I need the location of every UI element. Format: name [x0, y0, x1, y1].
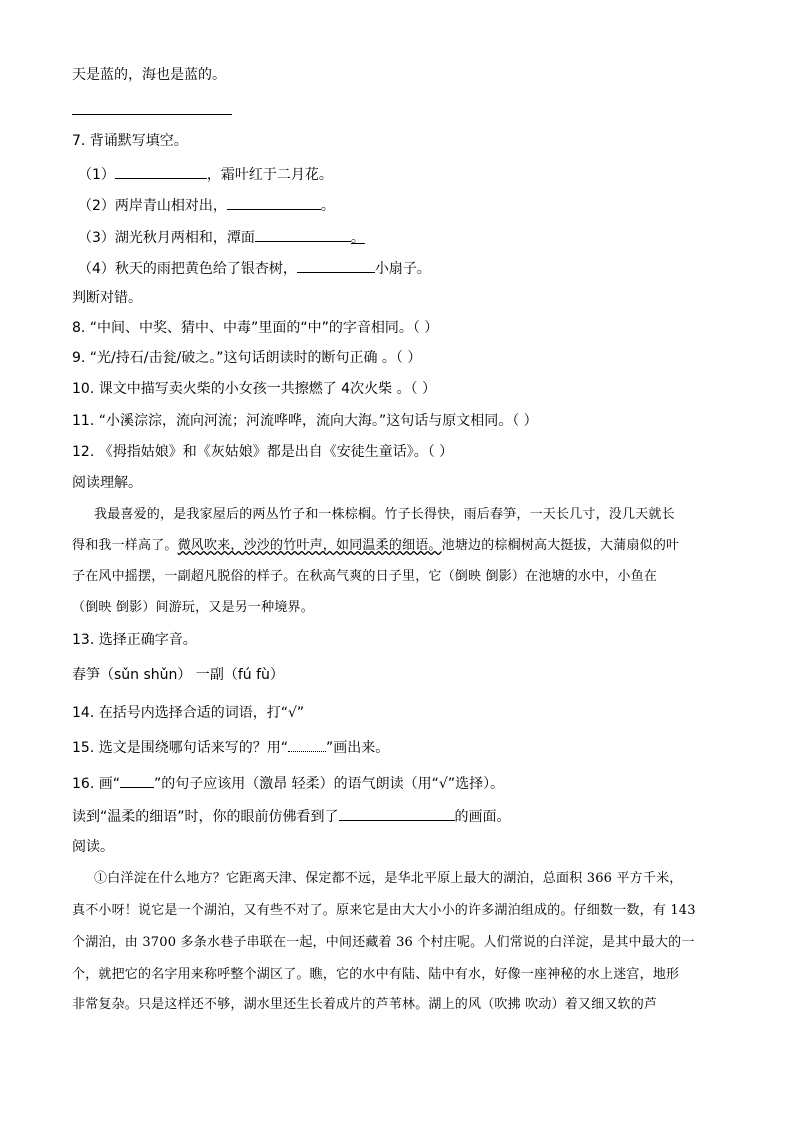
question-16-line [72, 806, 511, 826]
question-text: 16. 画“ [72, 776, 120, 792]
item-text: ，霜叶红于二月花。 [206, 167, 333, 183]
section-heading: 判断对错。 [72, 290, 142, 306]
passage-line: 我最喜爱的，是我家屋后的两丛竹子和一株棕榈。竹子长得快，雨后春笋，一天长几寸，没几天就长 [94, 507, 675, 522]
passage-line: 子在风中摇摆，一副超凡脱俗的样子。在秋高气爽的日子里，它（倒映 倒影）在池塘的水中，小鱼在 [72, 569, 658, 584]
question-7-2 [78, 195, 335, 215]
answer-line[interactable] [72, 114, 232, 115]
question-7: 7. 背诵默写填空。 [72, 133, 188, 149]
item-label: （1） [78, 167, 115, 183]
question-text: ”的句子应该用（激昂 轻柔）的语气朗读（用“√”选择）。 [153, 776, 505, 792]
wavy-underlined-sentence: 微风吹来，沙沙的竹叶声，如同温柔的细语。 [177, 538, 442, 553]
question-7-3 [78, 227, 365, 247]
passage-line [72, 537, 679, 555]
item-text: 。 [320, 198, 335, 214]
item-text: 。 [350, 230, 365, 246]
item-text: （3）湖光秋月两相和，潭面 [78, 230, 255, 246]
question-16 [72, 775, 504, 793]
question-12: 12. 《拇指姑娘》和《灰姑娘》都是出自《安徒生童话》。（ ） [72, 444, 454, 460]
section-heading: 阅读。 [72, 839, 114, 855]
item-text: （4）秋天的雨把黄色给了银杏树， [78, 261, 297, 277]
underline-sample [288, 741, 326, 752]
passage-line: （倒映 倒影）间游玩，又是另一种境界。 [72, 600, 314, 615]
question-text: 读到“温柔的细语”时，你的眼前仿佛看到了 [72, 809, 339, 825]
passage-line: ①白洋淀在什么地方？它距离天津、保定都不远，是华北平原上最大的湖泊，总面积 366 平方千米， [94, 871, 683, 886]
passage-line: 个湖泊，由 3700 多条水巷子串联在一起，中间还藏着 36 个村庄呢。人们常说的白洋淀，是其中最大的一 [72, 935, 695, 950]
question-15 [72, 739, 389, 757]
question-14: 14. 在括号内选择合适的词语，打“√” [72, 705, 305, 721]
question-13-options: 春笋（sǔn shǔn） 一副（fú fù） [72, 667, 284, 683]
answer-blank[interactable] [297, 258, 375, 273]
text-line: 天是蓝的，海也是蓝的。 [72, 67, 226, 83]
question-11: 11. “小溪淙淙，流向河流；河流哗哗，流向大海。”这句话与原文相同。（ ） [72, 413, 538, 429]
question-13: 13. 选择正确字音。 [72, 632, 197, 648]
passage-line: 真不小呀！说它是一个湖泊，又有些不对了。原来它是由大大小小的许多湖泊组成的。仔细数一数，有 143 [72, 903, 696, 918]
item-text: 小扇子。 [374, 261, 431, 277]
passage-text: 得和我一样高了。 [72, 538, 178, 553]
underline-sample [120, 777, 154, 788]
passage-line: 非常复杂。只是这样还不够，湖水里还生长着成片的芦苇林。湖上的风（吹拂 吹动）着又细又软的芦 [72, 997, 658, 1012]
section-heading: 阅读理解。 [72, 475, 142, 491]
question-text: 15. 选文是围绕哪句话来写的？用“ [72, 740, 288, 756]
question-9: 9. “光/持石/击瓮/破之。”这句话朗读时的断句正确 。（ ） [72, 350, 422, 366]
question-text: ”画出来。 [325, 740, 390, 756]
item-text: （2）两岸青山相对出， [78, 198, 227, 214]
passage-line: 个，就把它的名字用来称呼整个湖区了。瞧，它的水中有陆、陆中有水，好像一座神秘的水上迷宫，地形 [72, 967, 680, 982]
question-text: 的画面。 [454, 809, 511, 825]
question-7-1 [78, 164, 333, 184]
passage-text: 池塘边的棕榈树高大挺拔，大蒲扇似的叶 [441, 538, 680, 553]
answer-blank[interactable] [227, 195, 321, 210]
answer-blank[interactable] [255, 227, 351, 242]
question-7-4 [78, 258, 431, 278]
question-10: 10. 课文中描写卖火柴的小女孩一共擦燃了 4次火柴 。（ ） [72, 381, 436, 397]
question-8: 8. “中间、中奖、猜中、中毒”里面的“中”的字音相同。（ ） [72, 320, 439, 336]
answer-blank[interactable] [115, 164, 207, 179]
answer-blank[interactable] [339, 806, 455, 821]
